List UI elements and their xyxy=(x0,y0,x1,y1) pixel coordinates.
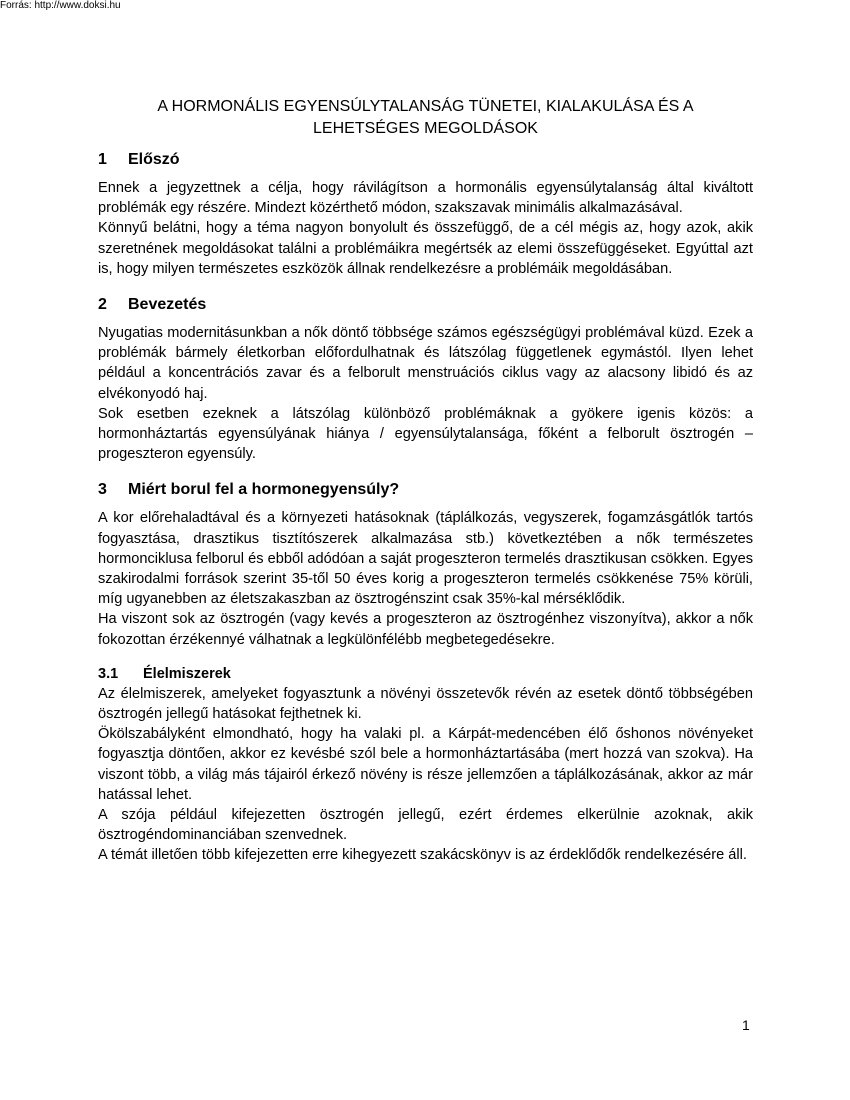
paragraph: Ennek a jegyzettnek a célja, hogy rávilágítson a hormonális egyensúlytalanság által kiváltott problémák egy részére. Mindezt közérthető módon, szakszavak minimális alkalmazásával. xyxy=(98,180,753,217)
title-line-2: LEHETSÉGES MEGOLDÁSOK xyxy=(313,120,538,137)
section-heading xyxy=(98,150,753,170)
paragraph: Nyugatias modernitásunkban a nők döntő többsége számos egészségügyi problémával küzd. Ezek a problémák bármely életkorban előfordulhatnak és látszólag függetlenek egymástól. Ilyen lehet például a koncentrációs zavar és a felborult menstruációs ciklus vagy az alacsony libidó és az elvékonyodó haj. xyxy=(98,325,753,402)
section-title: Előszó xyxy=(128,151,180,168)
section-title: Bevezetés xyxy=(128,296,207,314)
document-title xyxy=(98,96,753,140)
section-number: 1 xyxy=(98,151,107,168)
page-number: 1 xyxy=(742,1017,750,1033)
paragraph: Ha viszont sok az ösztrogén (vagy kevés a progeszteron az ösztrogénhez viszonyítva), akkor a nők fokozottan érzékennyé válhatnak a legkülönfélébb megbetegedésekre. xyxy=(98,611,753,648)
section-eloszo xyxy=(98,150,753,279)
subsection-number: 3.1 xyxy=(98,665,119,682)
paragraph: Az élelmiszerek, amelyeket fogyasztunk a növényi összetevők révén az esetek döntő többségében ösztrogén jellegű hatásokat fejthetnek ki. xyxy=(98,685,753,723)
section-bevezetes xyxy=(98,295,753,464)
section-title: Miért borul fel a hormonegyensúly? xyxy=(128,481,400,499)
paragraph: Könnyű belátni, hogy a téma nagyon bonyolult és összefüggő, de a cél mégis az, hogy azok, akik szeretnének megoldásokat találni a problémáikra megértsék az elemi összefüggéseket. Egyúttal azt is, hogy milyen természetes eszközök állnak rendelkezésre a problémáik megoldásában. xyxy=(98,220,753,277)
paragraph: Ökölszabályként elmondható, hogy ha valaki pl. a Kárpát-medencében élő őshonos növényeket fogyasztja döntően, akkor ez kevésbé szól bele a hormonháztartásába (mert hozzá van szokva). Ha viszont több, a világ más tájairól érkező növény is része jellemzően a táplálkozásának, akkor az már hatással lehet. xyxy=(98,726,753,803)
document-page xyxy=(98,96,753,866)
section-heading xyxy=(98,295,753,315)
subsection-elelmiszerek xyxy=(98,664,753,866)
subsection-title: Élelmiszerek xyxy=(143,665,231,682)
section-number: 3 xyxy=(98,481,107,499)
section-hormonegyensuly xyxy=(98,480,753,865)
source-note: Forrás: http://www.doksi.hu xyxy=(0,0,121,11)
paragraph: Sok esetben ezeknek a látszólag különböző problémáknak a gyökere igenis közös: a hormonháztartás egyensúlyának hiánya / egyensúlytalansága, főként a felborult ösztrogén – progeszteron egyensúly. xyxy=(98,405,753,463)
title-line-1: A HORMONÁLIS EGYENSÚLYTALANSÁG TÜNETEI, KIALAKULÁSA ÉS A xyxy=(157,98,694,115)
paragraph: A kor előrehaladtával és a környezeti hatásoknak (táplálkozás, vegyszerek, fogamzásgátlók tartós fogyasztása, drasztikus tisztítószerek alkalmazása stb.) következtében a nők természetes hormonciklusa felborul és ebből adódóan a saját progeszteron termelés drasztikusan csökken. Egyes szakirodalmi források szerint 35-től 50 éves korig a progeszteron termelés csökkenése 75% körüli, míg ugyanebben az életszakaszban az ösztrogénszint csak 35%-kal mérséklődik. xyxy=(98,510,753,608)
subsection-heading xyxy=(98,664,753,684)
section-heading xyxy=(98,480,753,500)
paragraph: A témát illetően több kifejezetten erre kihegyezett szakácskönyv is az érdeklődők rendelkezésére áll. xyxy=(98,847,747,864)
section-number: 2 xyxy=(98,296,107,314)
paragraph: A szója például kifejezetten ösztrogén jellegű, ezért érdemes elkerülnie azoknak, akik ösztrogéndominanciában szenvednek. xyxy=(98,807,753,844)
